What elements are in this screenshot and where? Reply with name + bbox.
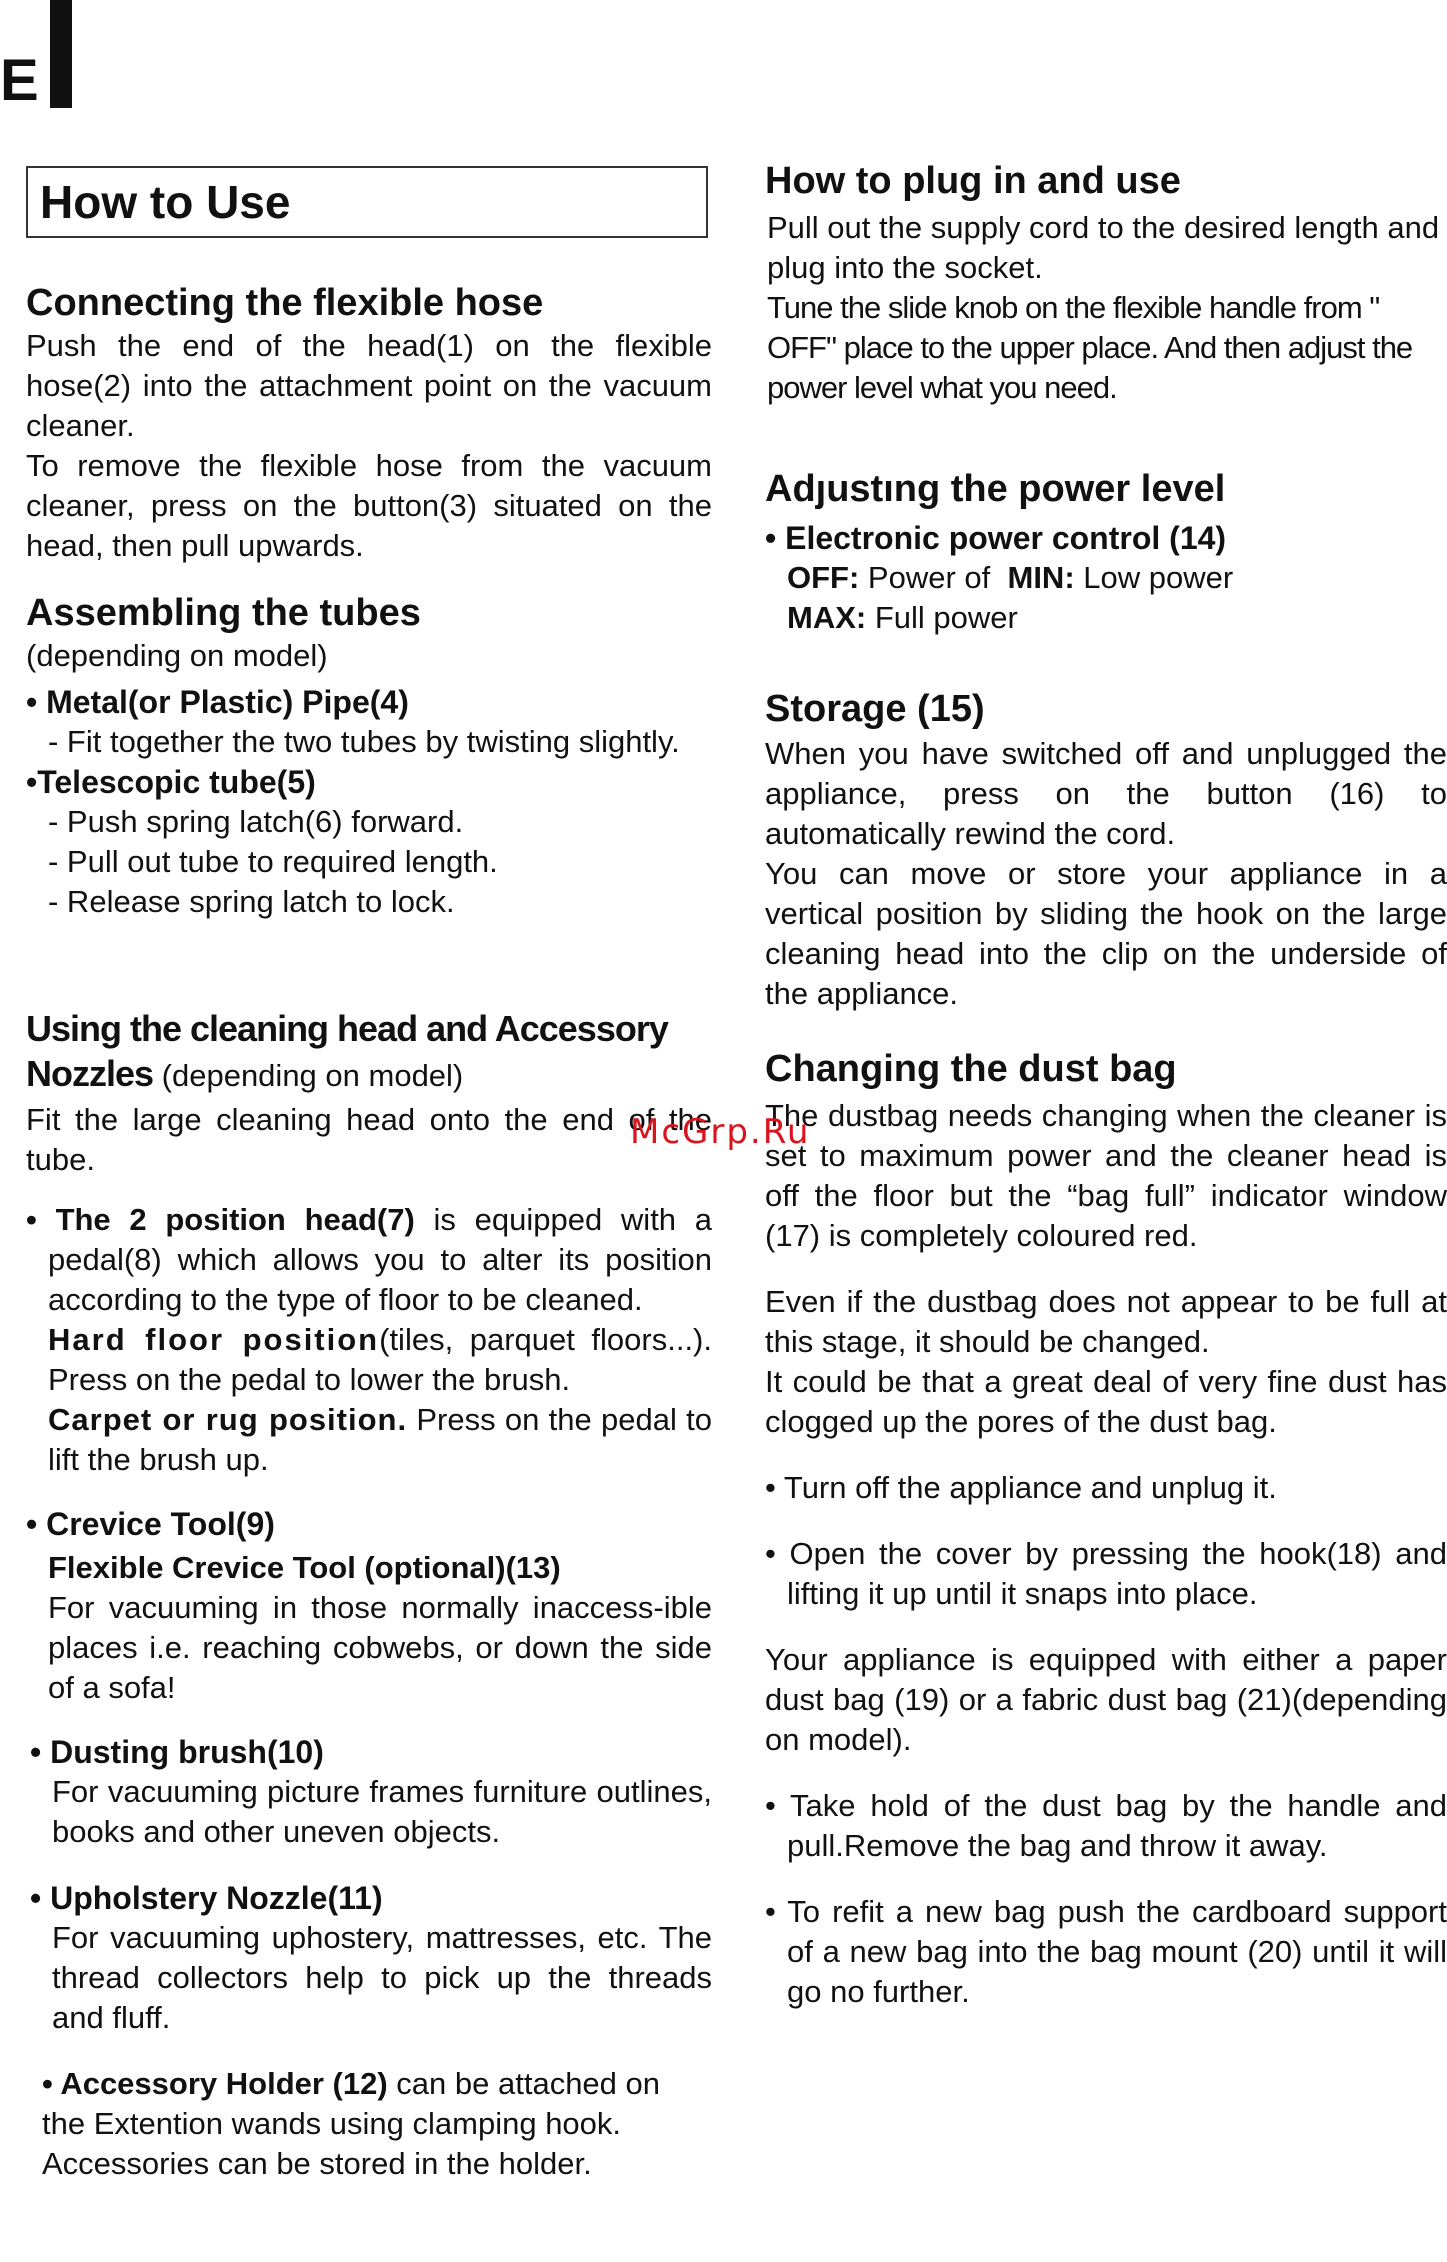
list-item: MAX: Full power [787, 600, 1018, 635]
paragraph: Fit the large cleaning head onto the end of the tube. [26, 1102, 712, 1177]
section-flexible-hose [26, 280, 712, 566]
list-item: • To refit a new bag push the cardboard support of a new bag into the bag mount (20) until it will go no further. [765, 1894, 1447, 2009]
list-item: - Fit together the two tubes by twisting slightly. [48, 724, 680, 759]
section-heading: Storage (15) [765, 688, 985, 730]
bullet-heading: • Electronic power control (14) [765, 520, 1227, 556]
section-subtitle: (depending on model) [153, 1058, 464, 1093]
language-marker [0, 0, 80, 112]
section-dust-bag [765, 1046, 1447, 2012]
paragraph: The dustbag needs changing when the cleaner is set to maximum power and the cleaner head is off the floor but the “bag full” indicator window (17) is completely coloured red. [765, 1098, 1447, 1253]
section-storage [765, 686, 1447, 1014]
section-assembling-tubes [26, 590, 712, 922]
bullet-heading: • Metal(or Plastic) Pipe(4) [26, 684, 409, 720]
bullet-subheading: Flexible Crevice Tool (optional)(13) [48, 1550, 561, 1585]
section-heading: How to plug in and use [765, 160, 1181, 202]
paragraph: Your appliance is equipped with either a paper dust bag (19) or a fabric dust bag (21)(depending on model). [765, 1642, 1447, 1757]
paragraph: To remove the flexible hose from the vacuum cleaner, press on the button(3) situated on the head, then pull upwards. [26, 448, 712, 563]
section-heading: Changing the dust bag [765, 1048, 1177, 1090]
page-title: How to Use [26, 166, 708, 238]
list-item: OFF: Power of MIN: Low power [787, 560, 1234, 595]
list-item: • The 2 position head(7) is equipped with a pedal(8) which allows you to alter its position according to the type of floor to be cleaned. [26, 1202, 712, 1317]
section-heading: Connecting the flexible hose [26, 282, 544, 324]
paragraph: Pull out the supply cord to the desired length and plug into the socket. [767, 210, 1440, 285]
section-heading-continued: Nozzles [26, 1053, 154, 1094]
bullet-heading: • Dusting brush(10) [30, 1734, 324, 1770]
watermark: McGrp.Ru [630, 1112, 811, 1152]
paragraph: When you have switched off and unplugged the appliance, press on the button (16) to automatically rewind the cord. [765, 736, 1447, 851]
list-item: • Take hold of the dust bag by the handle and pull.Remove the bag and throw it away. [765, 1788, 1447, 1863]
section-plug-in [765, 158, 1447, 408]
paragraph: You can move or store your appliance in a vertical position by sliding the hook on the large cleaning head into the clip on the underside of the appliance. [765, 856, 1447, 1011]
list-item: - Release spring latch to lock. [48, 884, 455, 919]
bullet-heading: • Crevice Tool(9) [26, 1506, 275, 1542]
list-item: - Push spring latch(6) forward. [48, 804, 464, 839]
list-item: Hard floor position(tiles, parquet floors...). Press on the pedal to lower the brush. [48, 1322, 712, 1397]
list-item: • Accessory Holder (12) can be attached on the Extention wands using clamping hook. Accessories can be stored in the holder. [42, 2066, 661, 2181]
list-item: For vacuuming in those normally inaccess-ible places i.e. reaching cobwebs, or down the side of a sofa! [48, 1590, 712, 1705]
section-heading: Adȷustıng the power level [765, 468, 1226, 510]
section-subtitle: (depending on model) [26, 638, 328, 673]
list-item: For vacuuming uphostery, mattresses, etc. The thread collectors help to pick up the threads and fluff. [52, 1920, 712, 2035]
list-item: • Turn off the appliance and unplug it. [765, 1470, 1277, 1505]
section-cleaning-head [26, 1006, 712, 2184]
list-item: • Open the cover by pressing the hook(18) and lifting it up until it snaps into place. [765, 1536, 1447, 1611]
paragraph: It could be that a great deal of very fine dust has clogged up the pores of the dust bag. [765, 1364, 1447, 1439]
bullet-heading: • Upholstery Nozzle(11) [30, 1880, 383, 1916]
bullet-heading: •Telescopic tube(5) [26, 764, 316, 800]
language-bar [50, 0, 72, 108]
paragraph: Even if the dustbag does not appear to be full at this stage, it should be changed. [765, 1284, 1447, 1359]
section-heading: Assembling the tubes [26, 592, 421, 634]
paragraph: Tune the slide knob on the flexible handle from " OFF" place to the upper place. And then adjust the power level what you need. [767, 290, 1413, 405]
language-letter: E [0, 48, 39, 113]
section-heading: Using the cleaning head and Accessory [26, 1008, 668, 1049]
list-item: - Pull out tube to required length. [48, 844, 498, 879]
list-item: Carpet or rug position. Press on the pedal to lift the brush up. [48, 1402, 712, 1477]
section-power-level [765, 466, 1447, 638]
list-item: For vacuuming picture frames furniture outlines, books and other uneven objects. [52, 1774, 712, 1849]
paragraph: Push the end of the head(1) on the flexible hose(2) into the attachment point on the vacuum cleaner. [26, 328, 712, 443]
